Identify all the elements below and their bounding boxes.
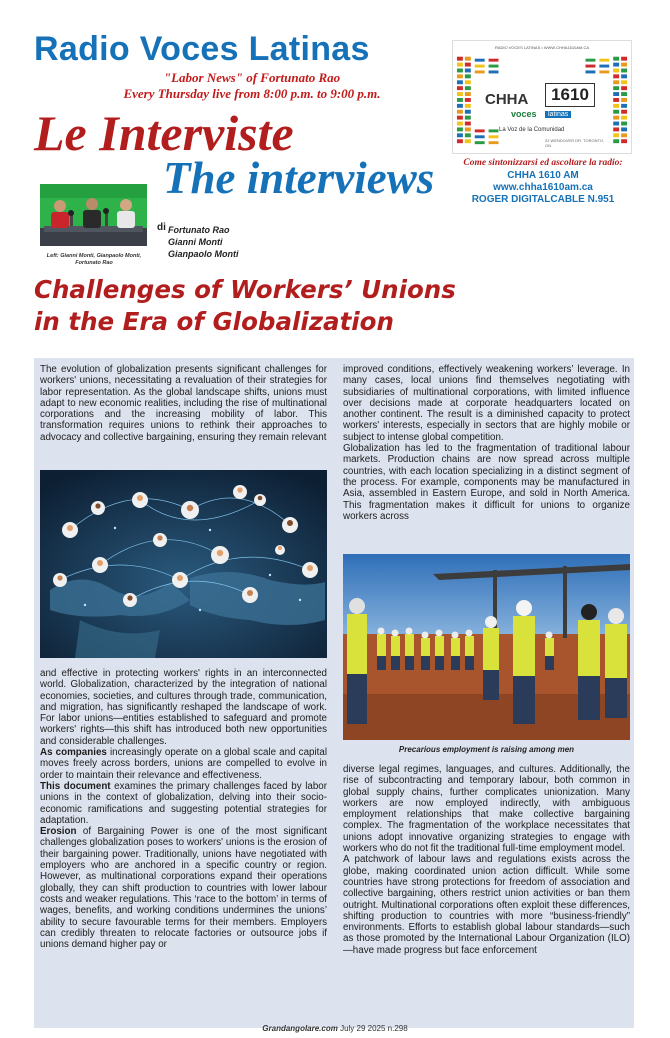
tagline-schedule: Every Thursday live from 8:00 p.m. to 9:00 p.m. [123, 86, 381, 101]
station-name: CHHA 1610 AM [507, 170, 579, 181]
paragraph-text: of Bargaining Power is one of the most significant challenges globalization poses to workers' unions is the erosion of their bargaining power. Traditionally, unions have negotiated with employers who are anchored in a specific country or region. However, as multinational corporations expand their operations globally, they can shift production to countries with lower labour costs and weaker regulations. This ‘race to the bottom’ in terms of wages, benefits, and working conditions undermines the unions’ ability to secure favourable terms for their members. Employers can credibly threaten to relocate factories or outsource jobs if unions demand higher pay or [40, 826, 327, 951]
logo-top-text: RADIO VOCES LATINAS • WWW.CHHA1610AM.CA [494, 45, 589, 50]
article-paragraph: A patchwork of labour laws and regulations exists across the globe, making coordinated union action difficult. While some countries have strong protections for freedom of association and collective bargaining, others restrict union activities or ban them outright. Multinational corporations often exploit these differences, shifting production to countries with more “business-friendly” environments. Efforts to establish global labour standards—such as those promoted by the International Labour Organization (ILO)—have made progress but face enforcement [343, 854, 630, 956]
global-network-illustration [40, 470, 327, 658]
tagline-labor-news: "Labor News" of Fortunato Rao [163, 70, 341, 85]
article-paragraph: diverse legal regimes, languages, and cultures. Additionally, the rise of subcontracting and temporary labour, both common in global supply chains, further complicates unionization. Many workers are now employed indirectly, with ambiguous employment relationships that make collective bargaining complex. The fragmentation of the workplace necessitates that unions adopt innovative organizing strategies to engage with workers who do not fit the traditional full-time employment model. [343, 764, 630, 855]
tune-in-text: Come sintonizzarsi ed ascoltare la radio: [463, 158, 623, 168]
logo-address: 22 WENDOVER DR. TORONTO, ON [545, 138, 605, 148]
article-column-1-bottom [40, 668, 327, 1020]
article-paragraph: and effective in protecting workers' rights in an interconnected world. Globalization, characterized by the integration of national economies, societies, and cultures through trade, communication, and migration, has significantly reshaped the landscape of work. For labor unions—entities established to safeguard and promote workers' rights—this shift has introduced both new opportunities and considerable challenges. [40, 668, 327, 747]
logo-pattern-icon [453, 41, 631, 153]
byline-di: di [157, 222, 166, 233]
author-name: Gianni Monti [168, 237, 223, 247]
article-paragraph [40, 826, 327, 950]
paragraph-text: examines the primary challenges faced by labor unions in the context of globalization, delving into their socio-economic ramifications and suggesting potential strategies for adaptation. [40, 780, 327, 826]
radio-title: Radio Voces Latinas [34, 30, 370, 68]
byline-authors [168, 224, 239, 260]
photo-caption: Left: Gianni Monti, Gianpaolo Monti, Fortunato Rao [46, 253, 142, 266]
station-cable: ROGER DIGITALCABLE N.951 [471, 194, 615, 205]
logo-voces: voces [511, 109, 537, 119]
article-paragraph [40, 781, 327, 826]
article-paragraph: Globalization has led to the fragmentation of traditional labour markets. Production chains are now spread across multiple countries, with each location specializing in a distinct segment of the process. For example, components may be manufactured in Asia, assembled in Eastern Europe, and sold in North America. This fragmentation makes it difficult for unions to organize workers across [343, 443, 630, 522]
article-title [34, 274, 634, 338]
workers-photo-caption: Precarious employment is raising among men [398, 745, 575, 754]
radio-logo [452, 40, 632, 154]
studio-photo [40, 184, 147, 246]
article-paragraph: improved conditions, effectively weakening workers’ leverage. In many cases, local unions find themselves negotiating with subsidiaries of multinational corporations, with limited influence over decisions made at corporate headquarters located on another continent. The result is a diminished capacity to protect workers' interests, especially in sectors that are highly mobile or subject to intense global competition. [343, 364, 630, 443]
author-name: Fortunato Rao [168, 225, 230, 235]
article-title-line: in the Era of Globalization [34, 307, 394, 336]
studio-photo-image [40, 184, 147, 246]
workers-photo [343, 554, 630, 740]
station-website-link[interactable]: www.chha1610am.ca [493, 182, 593, 193]
logo-latinas: latinas [545, 111, 571, 118]
article-paragraph: The evolution of globalization presents significant challenges for workers' unions, necessitating a revaluation of their strategies for labor representation. As the global landscape shifts, unions must adapt to new economic realities, including the rise of multinational corporations and the increasing mobility of labor. This transformation requires unions to rethink their approaches to advocacy and collective bargaining, ensuring they remain relevant [40, 364, 327, 443]
paragraph-lead: This document [40, 780, 111, 792]
global-network-image [40, 470, 327, 658]
article-column-2-top [343, 364, 630, 548]
paragraph-lead: Erosion [40, 826, 77, 838]
footer [0, 1024, 670, 1033]
logo-frequency: 1610 [545, 83, 595, 107]
footer-site-link[interactable]: Grandangolare.com [262, 1024, 338, 1033]
title-le-interviste: Le Interviste [34, 105, 294, 161]
article-column-1-top [40, 364, 327, 468]
article-paragraph [40, 747, 327, 781]
logo-chha: CHHA [485, 91, 529, 108]
article-column-2-bottom [343, 764, 630, 1028]
title-the-interviews: The interviews [163, 153, 435, 203]
footer-date: July 29 2025 n.298 [337, 1024, 408, 1033]
workers-photo-image [343, 554, 630, 740]
author-name: Gianpaolo Monti [168, 249, 239, 259]
paragraph-lead: As companies [40, 747, 107, 759]
paragraph-text: increasingly operate on a global scale and capital moves freely across borders, unions are compelled to evolve in order to maintain their relevance and effectiveness. [40, 747, 327, 781]
logo-tagline: La Voz de la Comunidad [499, 127, 565, 133]
article-title-line: Challenges of Workers’ Unions [34, 275, 456, 304]
